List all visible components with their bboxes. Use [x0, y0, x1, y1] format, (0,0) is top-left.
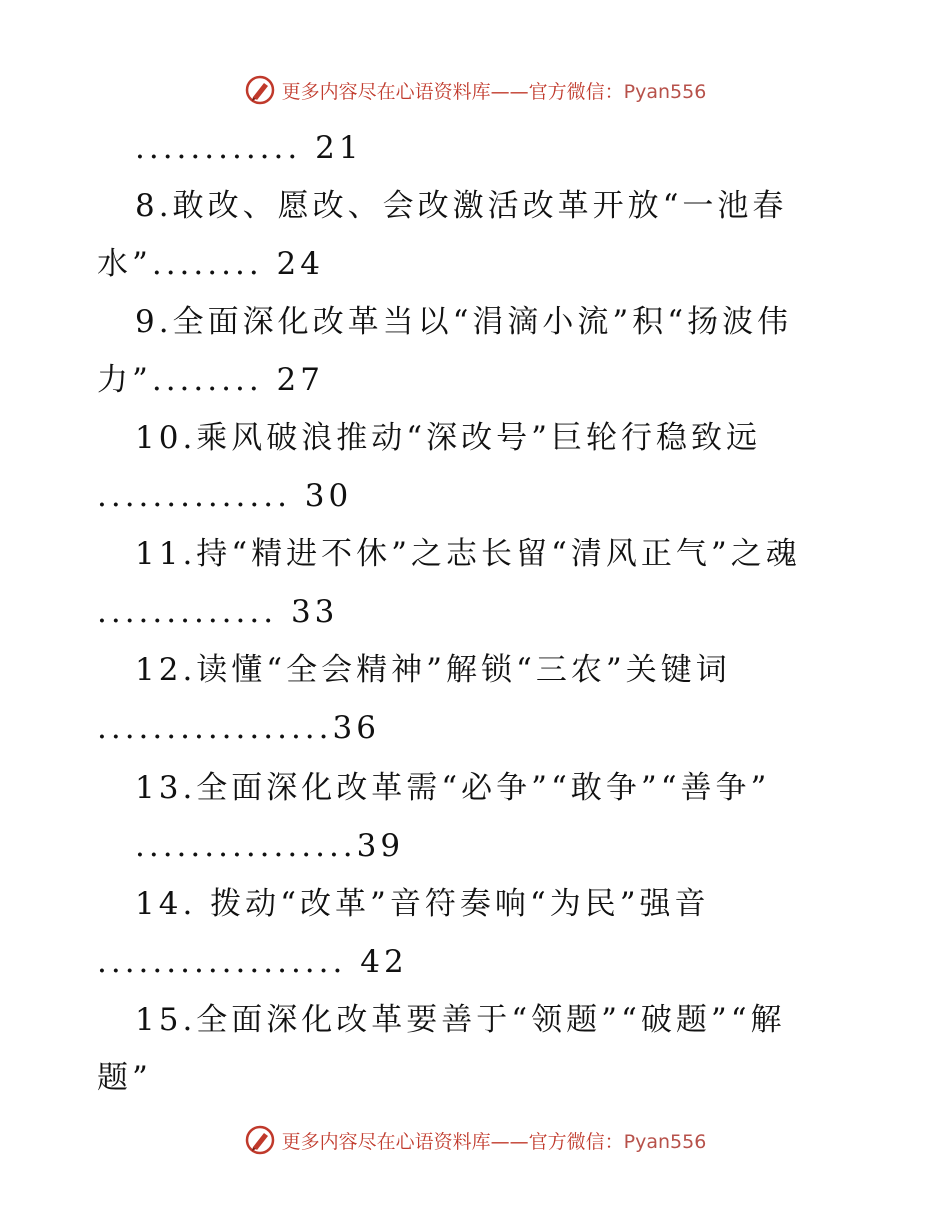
toc-line: 11.持“精进不休”之志长留“清风正气”之魂 [135, 536, 801, 572]
wechat-id: Pyan556 [623, 80, 707, 103]
toc-line: .................36 [97, 710, 380, 746]
toc-line: 题” [97, 1060, 152, 1096]
wechat-id: Pyan556 [623, 1130, 707, 1153]
toc-line: 12.读懂“全会精神”解锁“三农”关键词 [135, 652, 731, 688]
toc-line: .................. 42 [97, 944, 408, 980]
toc-line: .............. 30 [97, 478, 353, 514]
toc-line: 8.敢改、愿改、会改激活改革开放“一池春 [135, 188, 788, 224]
pen-logo-icon [244, 1124, 276, 1156]
toc-line: 水”........ 24 [97, 246, 324, 282]
toc-line: 10.乘风破浪推动“深改号”巨轮行稳致远 [135, 420, 761, 456]
toc-line: 9.全面深化改革当以“涓滴小流”积“扬波伟 [135, 304, 793, 340]
toc-line: ................39 [135, 828, 405, 864]
footer-banner [0, 1120, 950, 1160]
banner-text: 更多内容尽在心语资料库——官方微信：Pyan556 [281, 80, 707, 103]
banner-text: 更多内容尽在心语资料库——官方微信：Pyan556 [281, 1130, 707, 1153]
toc-line: ............ 21 [135, 130, 363, 166]
toc-line: 力”........ 27 [97, 362, 324, 398]
toc-line: 15.全面深化改革要善于“领题”“破题”“解 [135, 1002, 786, 1038]
toc-line: ............. 33 [97, 594, 339, 630]
toc-line: 14. 拨动“改革”音符奏响“为民”强音 [135, 886, 710, 922]
toc-line: 13.全面深化改革需“必争”“敢争”“善争” [135, 770, 771, 806]
